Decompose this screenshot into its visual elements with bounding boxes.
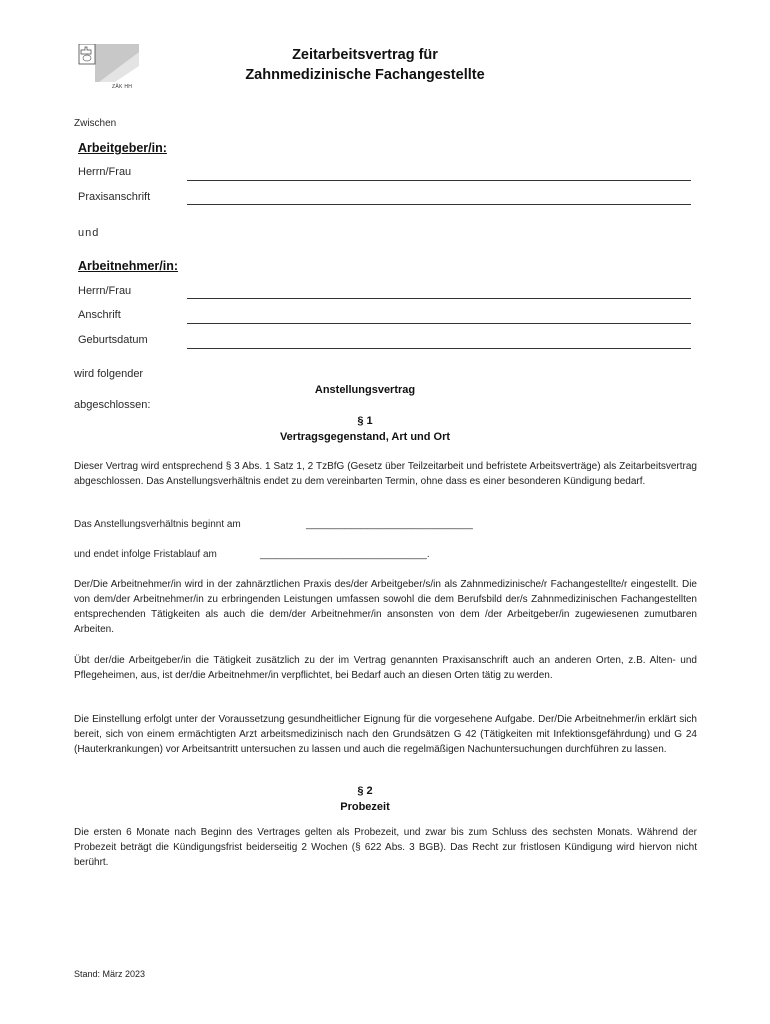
between-label: Zwischen	[74, 118, 117, 129]
employee-address-field[interactable]	[187, 323, 691, 324]
document-title-line2: Zahnmedizinische Fachangestellte	[245, 67, 485, 83]
document-title-line1: Zeitarbeitsvertrag für	[292, 47, 438, 63]
employer-address-field[interactable]	[187, 204, 691, 205]
logo-caption: ZÄK HH	[112, 84, 133, 90]
employer-name-field[interactable]	[187, 180, 691, 181]
employee-name-label: Herrn/Frau	[78, 285, 132, 297]
section1-paragraph4: Die Einstellung erfolgt unter der Voraussetzung gesundheitlicher Eignung für die vorgesehene Aufgabe. Der/Die Arbeitnehmer/in erklärt sich bereit, sich von einem ermächtigten Arzt arbeitsmedizinisch nach den Grundsätzen G 42 (Tätigkeiten mit Infektionsgefährdung) und G 24 (Hauterkrankungen) vor Arbeitsantritt untersuchen zu lassen und auch die regelmäßigen Nachuntersuchungen durchführen zu lassen.	[74, 714, 697, 755]
section1-paragraph3: Übt der/die Arbeitgeber/in die Tätigkeit zusätzlich zu der im Vertrag genannten Praxisanschrift auch an anderen Orten, z.B. Alten- und Pflegeheimen, aus, ist der/die Arbeitnehmer/in verpflichtet, bei Bedarf auch an diesen Orten tätig zu werden.	[74, 655, 697, 681]
employee-heading: Arbeitnehmer/in:	[78, 259, 179, 273]
zaek-logo	[77, 44, 139, 94]
end-date-field[interactable]: ______________________________.	[260, 549, 430, 560]
agreement-line2: abgeschlossen:	[74, 399, 151, 411]
contract-title: Anstellungsvertrag	[314, 384, 416, 396]
section2-title: Probezeit	[340, 801, 390, 813]
employee-birthdate-field[interactable]	[187, 348, 691, 349]
section1-paragraph2: Der/Die Arbeitnehmer/in wird in der zahnärztlichen Praxis des/der Arbeitgeber/s/in als Zahnmedizinische/r Fachangestellte/r eingestellt. Die von dem/der Arbeitnehmer/in zu erbringenden Leistungen umfassen sowohl die dem Berufsbild der/s Zahnmedizinischen Fachangestellten entsprechenden Tätigkeiten als auch die dem/der Arbeitnehmer/in ansonsten von dem /der Arbeitgeber/in zugewiesenen zumutbaren Arbeiten.	[74, 579, 697, 635]
agreement-line1: wird folgender	[74, 368, 144, 380]
employee-address-label: Anschrift	[78, 309, 121, 321]
section2-number: § 2	[357, 785, 373, 797]
section1-paragraph1: Dieser Vertrag wird entsprechend § 3 Abs. 1 Satz 1, 2 TzBfG (Gesetz über Teilzeitarbeit und befristete Arbeitsverträge) als Zeitarbeitsvertrag abgeschlossen. Das Anstellungsverhältnis endet zu dem vereinbarten Termin, ohne dass es einer besonderen Kündigung bedarf.	[74, 461, 697, 487]
and-label: und	[78, 227, 100, 239]
begin-date-label: Das Anstellungsverhältnis beginnt am	[74, 519, 241, 530]
section1-title: Vertragsgegenstand, Art und Ort	[279, 431, 451, 443]
employee-name-field[interactable]	[187, 298, 691, 299]
employee-birthdate-label: Geburtsdatum	[78, 334, 148, 346]
footer-stand: Stand: März 2023	[74, 969, 146, 979]
begin-date-field[interactable]: ______________________________	[306, 519, 473, 530]
employer-name-label: Herrn/Frau	[78, 166, 132, 178]
employer-address-label: Praxisanschrift	[78, 191, 151, 203]
section1-number: § 1	[357, 415, 373, 427]
employer-heading: Arbeitgeber/in:	[78, 141, 167, 155]
section2-paragraph1: Die ersten 6 Monate nach Beginn des Vertrages gelten als Probezeit, und zwar bis zum Schluss des sechsten Monats. Während der Probezeit beträgt die Kündigungsfrist beiderseitig 2 Wochen (§ 622 Abs. 3 BGB). Das Recht zur fristlosen Kündigung wird hiervon nicht berührt.	[74, 827, 697, 868]
end-date-label: und endet infolge Fristablauf am	[74, 549, 217, 560]
